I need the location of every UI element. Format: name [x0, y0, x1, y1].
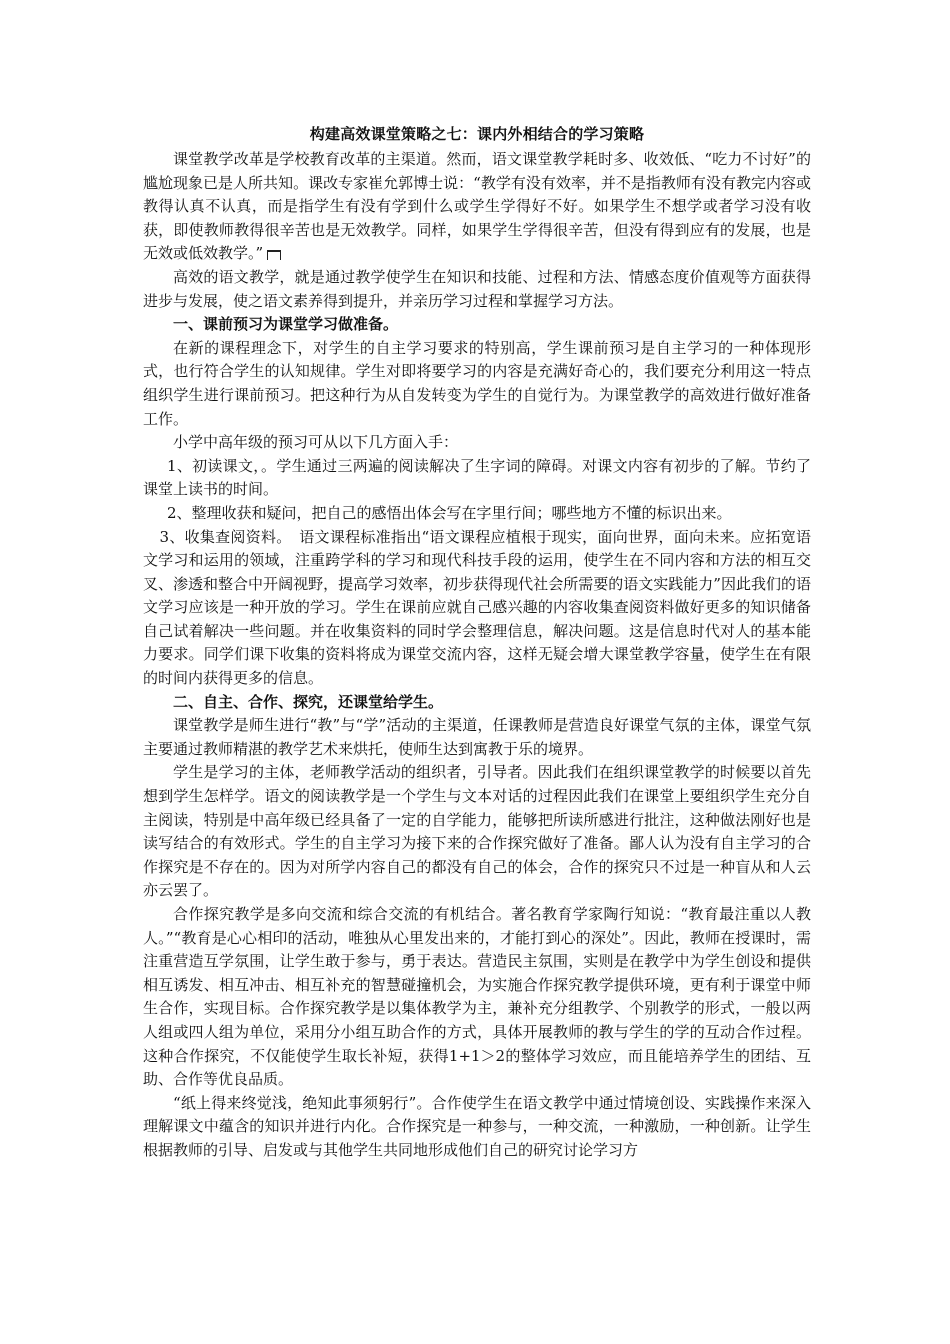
- paragraph-classroom: 课堂教学是师生进行“教”与“学”活动的主渠道，任课教师是营造良好课堂气氛的主体，课堂气氛主要通过教师精湛的教学艺术来烘托，使师生达到寓教于乐的境界。: [143, 716, 811, 758]
- paragraph-intro: [143, 148, 811, 266]
- paragraph-practice: “纸上得来终觉浅，绝知此事须躬行”。合作使学生在语文教学中通过情境创设、实践操作来深入理解课文中蕴含的知识并进行内化。合作探究是一种参与，一种交流，一种激励，一种创新。让学生根据教师的引导、启发或与其他学生共同地形成他们自己的研究讨论学习方: [143, 1093, 811, 1159]
- document-page: [143, 122, 811, 1163]
- section-heading-1: 一、课前预习为课堂学习做准备。: [173, 315, 399, 334]
- list-item-2: 2、整理收获和疑问，把自己的感悟出体会写在字里行间；哪些地方不懂的标识出来。: [167, 503, 732, 522]
- document-title: 构建高效课堂策略之七：课内外相结合的学习策略: [309, 125, 645, 143]
- list-item-1: 1、初读课文，。学生通过三两遍的阅读解决了生字词的障碍。对课文内容有初步的了解。节约了课堂上读书的时间。: [143, 456, 811, 499]
- paragraph-intro-text: 课堂教学改革是学校教育改革的主渠道。然而，语文课堂教学耗时多、收效低、“吃力不讨好”的尴尬现象已是人所共知。课改专家崔允郭博士说：“教学有没有效率，并不是指教师有没有教完内容或教得认真不认真，而是指学生有没有学到什么或学生学得好不好。如果学生不想学或者学习没有收获，即使教师教得很辛苦也是无效教学。同样，如果学生学得很辛苦，但没有得到应有的发展，也是无效或低效教学。”: [143, 150, 811, 263]
- paragraph-definition: 高效的语文教学，就是通过教学使学生在知识和技能、过程和方法、情感态度价值观等方面获得进步与发展，使之语文素养得到提升，并亲历学习过程和掌握学习方法。: [143, 267, 811, 310]
- paragraph-cooperation: 合作探究教学是多向交流和综合交流的有机结合。著名教育学家陶行知说：“教育最注重以人教人。”“教育是心心相印的活动，唯独从心里发出来的，才能打到心的深处”。因此，教师在授课时，需注重营造互学氛围，让学生敢于参与，勇于表达。营造民主氛围，实则是在教学中为学生创设和提供相互诱发、相互冲击、相互补充的智慧碰撞机会，为实施合作探究教学提供环境，更有利于课堂中师生合作，实现目标。合作探究教学是以集体教学为主，兼补充分组教学、个别教学的形式，一般以两人组或四人组为单位，采用分小组互助合作的方式，具体开展教师的教与学生的学的互动合作过程。这种合作探究，不仅能使学生取长补短，获得1+1＞2的整体学习效应，而且能培养学生的团结、互助、合作等优良品质。: [143, 905, 811, 1089]
- paragraph-student-subject: 学生是学习的主体，老师教学活动的组织者，引导者。因此我们在组织课堂教学的时候要以首先想到学生怎样学。语文的阅读教学是一个学生与文本对话的过程因此我们在课堂上要组织学生充分自主阅读，特别是中高年级已经具备了一定的自学能力，能够把所读所感进行批注，这种做法刚好也是读写结合的有效形式。学生的自主学习为接下来的合作探究做好了准备。鄙人认为没有自主学习的合作探究是不存在的。因为对所学内容自己的都没有自己的体会，合作的探究只不过是一种盲从和人云亦云罢了。: [143, 763, 811, 900]
- list-item-3: 3、收集查阅资料。 语文课程标准指出“语文课程应植根于现实，面向世界，面向未来。应拓宽语文学习和运用的领域，注重跨学科的学习和现代科技手段的运用，使学生在不同内容和方法的相互交叉、渗透和整合中开阔视野，提高学习效率，初步获得现代社会所需要的语文实践能力”因此我们的语文学习应该是一种开放的学习。学生在课前应就自己感兴趣的内容收集查阅资料做好更多的知识储备自己试着解决一些问题。并在收集资料的同时学会整理信息，解决问题。这是信息时代对人的基本能力要求。同学们课下收集的资料将成为课堂交流内容，这样无疑会增大课堂教学容量，使学生在有限的时间内获得更多的信息。: [143, 527, 811, 688]
- footnote-mark-icon: [267, 250, 281, 260]
- section-heading-2: 二、自主、合作、探究，还课堂给学生。: [173, 692, 444, 711]
- paragraph-preview: 在新的课程理念下，对学生的自主学习要求的特别高，学生课前预习是自主学习的一种体现形式，也行符合学生的认知规律。学生对即将要学习的内容是充满好奇心的，我们要充分利用这一特点组织学生进行课前预习。把这种行为从自发转变为学生的自觉行为。为课堂教学的高效进行做好准备工作。: [143, 338, 811, 428]
- paragraph-preview-list-intro: 小学中高年级的预习可从以下几方面入手：: [173, 433, 459, 452]
